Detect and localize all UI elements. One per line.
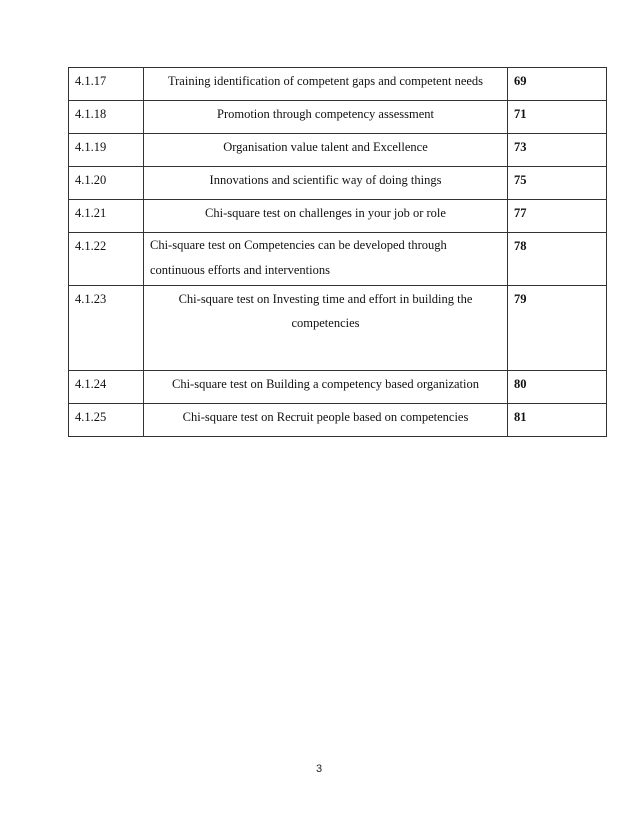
- table-row: [69, 404, 607, 437]
- section-number: 4.1.24: [69, 371, 144, 404]
- section-number: 4.1.18: [69, 101, 144, 134]
- section-number: 4.1.17: [69, 68, 144, 101]
- table-row: [69, 371, 607, 404]
- page-reference: 69: [508, 68, 607, 101]
- section-number: 4.1.23: [69, 286, 144, 371]
- section-title: Chi-square test on Investing time and effort in building the competencies: [144, 286, 508, 371]
- section-title: Chi-square test on Competencies can be developed through continuous efforts and interventions: [144, 233, 508, 286]
- section-title: Promotion through competency assessment: [144, 101, 508, 134]
- section-title: Training identification of competent gaps and competent needs: [144, 68, 508, 101]
- section-number: 4.1.22: [69, 233, 144, 286]
- table-row: [69, 200, 607, 233]
- section-number: 4.1.20: [69, 167, 144, 200]
- table-row: [69, 167, 607, 200]
- section-title: Chi-square test on Recruit people based on competencies: [144, 404, 508, 437]
- page-reference: 78: [508, 233, 607, 286]
- table-row: [69, 101, 607, 134]
- page-reference: 75: [508, 167, 607, 200]
- table-row: [69, 68, 607, 101]
- section-number: 4.1.19: [69, 134, 144, 167]
- section-title: Organisation value talent and Excellence: [144, 134, 508, 167]
- section-title: Chi-square test on Building a competency based organization: [144, 371, 508, 404]
- table-of-contents: [68, 67, 607, 437]
- section-title: Chi-square test on challenges in your job or role: [144, 200, 508, 233]
- table-row: [69, 286, 607, 371]
- table-row: [69, 233, 607, 286]
- page-reference: 80: [508, 371, 607, 404]
- section-title: Innovations and scientific way of doing things: [144, 167, 508, 200]
- table-row: [69, 134, 607, 167]
- page-reference: 71: [508, 101, 607, 134]
- page-reference: 73: [508, 134, 607, 167]
- page-reference: 79: [508, 286, 607, 371]
- page-reference: 77: [508, 200, 607, 233]
- section-number: 4.1.21: [69, 200, 144, 233]
- section-number: 4.1.25: [69, 404, 144, 437]
- page-reference: 81: [508, 404, 607, 437]
- page-number: 3: [315, 763, 323, 775]
